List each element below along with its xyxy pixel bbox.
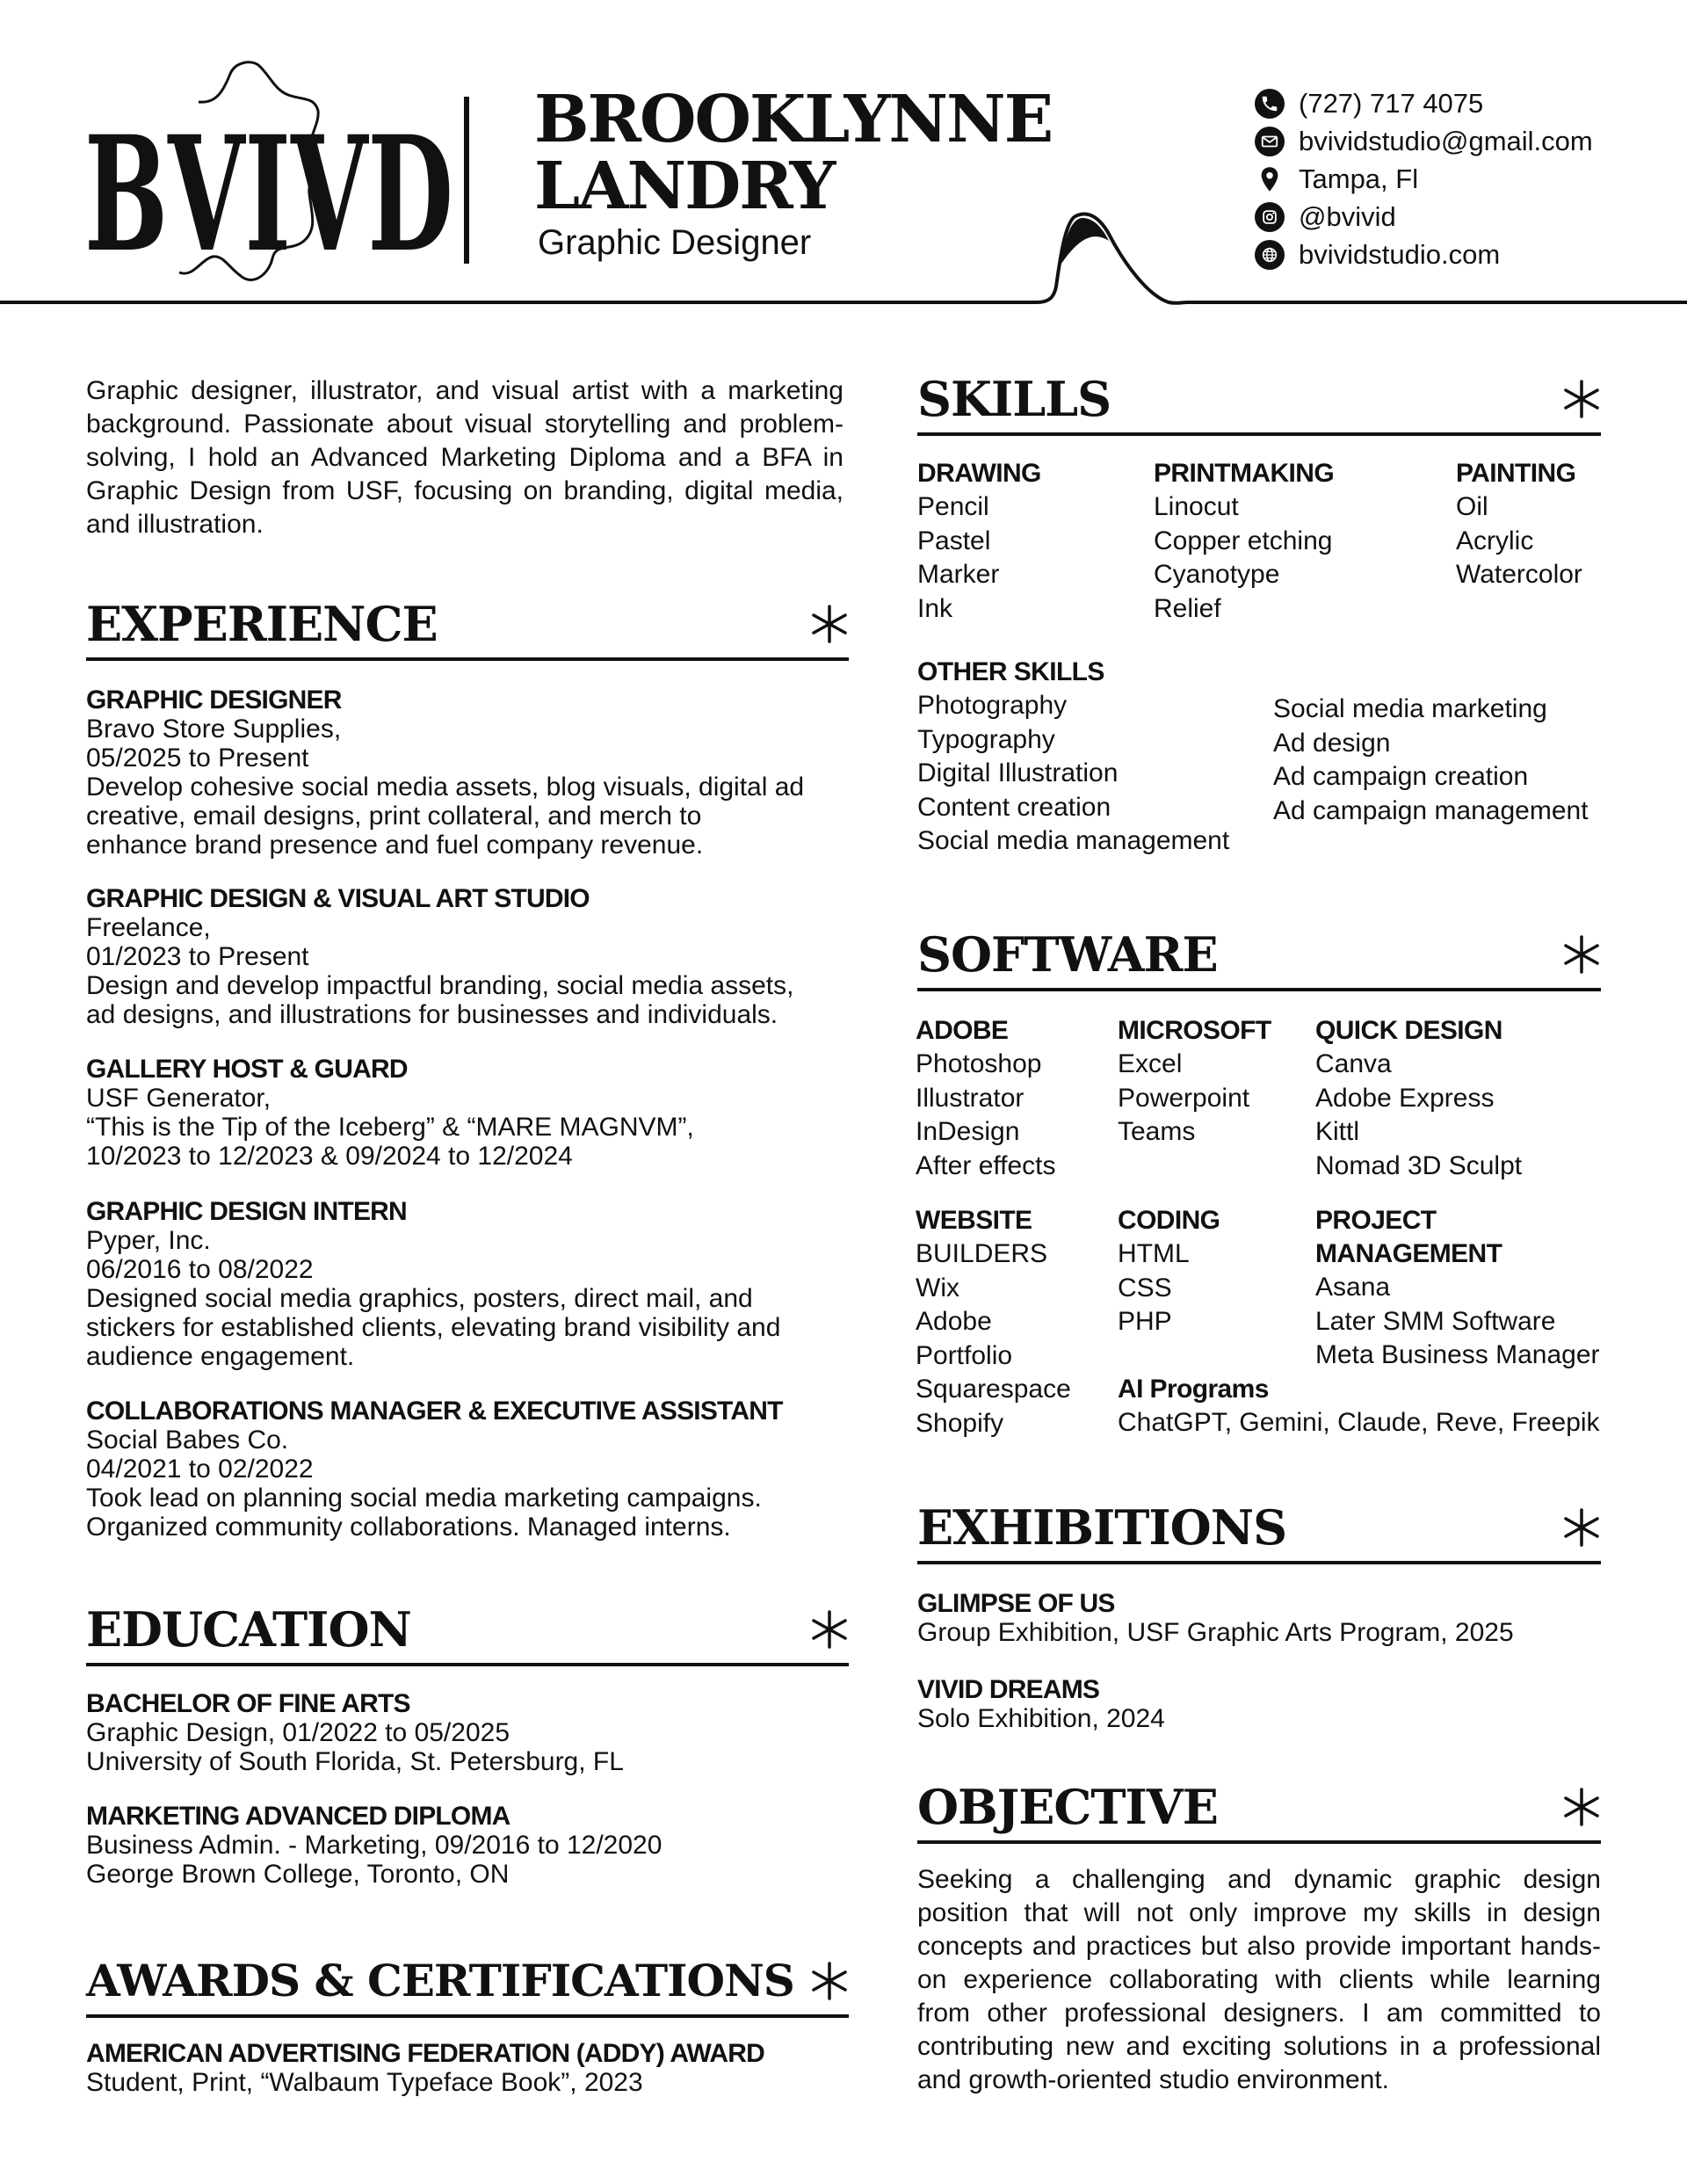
asterisk-icon — [810, 1608, 849, 1651]
entry-title: GLIMPSE OF US — [917, 1589, 1115, 1618]
job-title: Graphic Designer — [538, 223, 812, 262]
column-heading: AI Programs — [1118, 1375, 1269, 1404]
list-item: Meta Business Manager — [1315, 1340, 1600, 1369]
list-item: PHP — [1118, 1307, 1172, 1336]
entry-line: Develop cohesive social media assets, blog visuals, digital ad — [86, 773, 805, 802]
list-item: Nomad 3D Sculpt — [1315, 1150, 1523, 1180]
asterisk-icon — [1562, 1506, 1601, 1549]
instagram-text: @bvivid — [1299, 201, 1396, 232]
experience-item — [86, 686, 859, 860]
contact-website[interactable] — [1255, 237, 1500, 272]
entry-line: USF Generator, — [86, 1084, 272, 1113]
software-header — [917, 921, 1601, 991]
entry-line: Graphic Design, 01/2022 to 05/2025 — [86, 1718, 510, 1747]
entry-line: Group Exhibition, USF Graphic Arts Program, 2025 — [917, 1618, 1514, 1647]
list-item: Portfolio — [916, 1340, 1013, 1370]
phone-text: (727) 717 4075 — [1299, 88, 1484, 119]
list-item: Social media marketing — [1273, 694, 1547, 723]
list-item: Photography — [917, 691, 1068, 720]
education-item — [86, 1689, 859, 1776]
entry-line: Business Admin. - Marketing, 09/2016 to 12/2020 — [86, 1831, 662, 1860]
list-item: Social media management — [917, 826, 1230, 855]
experience-item — [86, 1197, 859, 1371]
list-item: Watercolor — [1456, 560, 1582, 589]
phone-icon — [1255, 89, 1285, 119]
entry-line: ad designs, and illustrations for businesses and individuals. — [86, 1000, 778, 1029]
entry-line: Social Babes Co. — [86, 1426, 289, 1455]
location-text: Tampa, Fl — [1299, 163, 1419, 194]
list-item: Squarespace — [916, 1375, 1071, 1404]
objective-title: OBJECTIVE — [917, 1779, 1218, 1835]
list-item: Kittl — [1315, 1117, 1360, 1146]
list-item: Relief — [1154, 593, 1221, 623]
list-item: Teams — [1118, 1117, 1196, 1146]
column-heading: MANAGEMENT — [1315, 1239, 1502, 1268]
asterisk-icon — [1562, 378, 1601, 420]
list-item: Photoshop — [916, 1049, 1042, 1078]
list-item: Oil — [1456, 492, 1488, 521]
software-coding — [1118, 1204, 1220, 1339]
entry-line: 10/2023 to 12/2023 & 09/2024 to 12/2024 — [86, 1142, 573, 1171]
objective-header — [917, 1774, 1601, 1844]
software-microsoft — [1118, 1014, 1271, 1150]
name-last: LANDRY — [534, 149, 835, 224]
list-item: Linocut — [1154, 492, 1239, 521]
entry-title: BACHELOR OF FINE ARTS — [86, 1689, 410, 1718]
column-heading: WEBSITE — [916, 1206, 1032, 1235]
entry-line: stickers for established clients, elevating brand visibility and — [86, 1313, 781, 1342]
list-item: Ink — [917, 593, 953, 623]
list-item: Digital Illustration — [917, 758, 1119, 787]
asterisk-icon — [1562, 1786, 1601, 1828]
exhibitions-header — [917, 1494, 1601, 1564]
list-item: Ad campaign management — [1273, 795, 1589, 825]
list-item: Copper etching — [1154, 526, 1333, 555]
skills-drawing — [917, 457, 1041, 626]
exhibition-item — [917, 1589, 1601, 1647]
software-quick-design — [1315, 1014, 1522, 1183]
list-item: InDesign — [916, 1117, 1020, 1146]
list-item: Acrylic — [1456, 526, 1534, 555]
entry-line: 04/2021 to 02/2022 — [86, 1455, 314, 1484]
education-header — [86, 1596, 849, 1666]
skills-header — [917, 366, 1601, 436]
education-item — [86, 1802, 859, 1889]
name-first: BROOKLYNNE — [534, 82, 1053, 157]
asterisk-icon — [1562, 933, 1601, 976]
list-item: ChatGPT, Gemini, Claude, Reve, Freepik — [1118, 1408, 1600, 1437]
list-item: Wix — [916, 1273, 959, 1302]
entry-line: “This is the Tip of the Iceberg” & “MARE MAGNVM”, — [86, 1113, 694, 1142]
entry-line: 06/2016 to 08/2022 — [86, 1255, 314, 1284]
asterisk-icon — [810, 603, 849, 645]
list-item: Excel — [1118, 1049, 1183, 1078]
entry-line: Student, Print, “Walbaum Typeface Book”, 2023 — [86, 2068, 643, 2097]
entry-line: Freelance, — [86, 913, 211, 942]
list-item: Powerpoint — [1118, 1083, 1250, 1113]
summary-paragraph: Graphic designer, illustrator, and visual artist with a marketing background. Passionate about visual storytelling and problem-solving, I hold an Advanced Marketing Diploma and a BFA in Graphic Design from USF, focusing on branding, digital media, and illustration. — [86, 376, 844, 539]
column-heading: PRINTMAKING — [1154, 459, 1335, 488]
website-text: bvividstudio.com — [1299, 239, 1501, 270]
instagram-icon — [1255, 202, 1285, 232]
list-item: Cyanotype — [1154, 560, 1280, 589]
contact-phone[interactable] — [1255, 86, 1483, 121]
skills-other-right — [1273, 693, 1589, 828]
software-project-management — [1315, 1204, 1600, 1373]
entry-title: VIVID DREAMS — [917, 1675, 1100, 1704]
skills-printmaking — [1154, 457, 1334, 626]
entry-line: Designed social media graphics, posters, direct mail, and — [86, 1284, 753, 1313]
asterisk-icon — [810, 1960, 849, 2002]
education-title: EDUCATION — [86, 1601, 411, 1658]
entry-title: GALLERY HOST & GUARD — [86, 1055, 408, 1084]
experience-item — [86, 884, 859, 1029]
list-item: Marker — [917, 560, 1000, 589]
entry-title: GRAPHIC DESIGN INTERN — [86, 1197, 407, 1226]
entry-line: audience engagement. — [86, 1342, 355, 1371]
list-item: Pastel — [917, 526, 991, 555]
column-heading: QUICK DESIGN — [1315, 1016, 1502, 1045]
list-item: Adobe — [916, 1307, 992, 1336]
list-item: Typography — [917, 724, 1055, 754]
entry-line: Bravo Store Supplies, — [86, 715, 342, 744]
experience-header — [86, 591, 849, 661]
contact-location — [1255, 162, 1418, 197]
list-item: Ad campaign creation — [1273, 762, 1529, 791]
entry-line: enhance brand presence and fuel company revenue. — [86, 831, 704, 860]
awards-title: AWARDS & CERTIFICATIONS — [86, 1955, 794, 2006]
list-item: After effects — [916, 1150, 1056, 1180]
entry-title: MARKETING ADVANCED DIPLOMA — [86, 1802, 510, 1831]
column-heading: PROJECT — [1315, 1206, 1437, 1235]
entry-line: 01/2023 to Present — [86, 942, 309, 971]
software-website — [916, 1204, 1071, 1440]
software-adobe — [916, 1014, 1056, 1183]
experience-item — [86, 1397, 859, 1542]
list-item: Adobe Express — [1315, 1083, 1495, 1113]
experience-title: EXPERIENCE — [86, 596, 438, 652]
entry-title: GRAPHIC DESIGN & VISUAL ART STUDIO — [86, 884, 590, 913]
column-heading: DRAWING — [917, 459, 1041, 488]
column-heading: ADOBE — [916, 1016, 1009, 1045]
entry-line: Took lead on planning social media marketing campaigns. — [86, 1484, 762, 1513]
contact-email[interactable] — [1255, 124, 1593, 159]
exhibitions-title: EXHIBITIONS — [917, 1499, 1287, 1556]
entry-line: Pyper, Inc. — [86, 1226, 211, 1255]
brand-logo — [84, 56, 471, 294]
objective-paragraph: Seeking a challenging and dynamic graphic design position that will not only improve my skills in design concepts and practices but also provide important hands-on experience collaborating with clients while learning from other professional designers. I am committed to contributing new and exciting solutions in a professional and growth-oriented studio environment. — [917, 1865, 1601, 2094]
globe-icon — [1255, 240, 1285, 270]
column-heading: PAINTING — [1456, 459, 1576, 488]
experience-item — [86, 1055, 859, 1171]
award-item — [86, 2039, 859, 2097]
entry-line: University of South Florida, St. Petersburg, FL — [86, 1747, 624, 1776]
full-name — [534, 82, 1053, 224]
entry-line: Organized community collaborations. Managed interns. — [86, 1513, 731, 1542]
skills-other-left — [917, 656, 1229, 859]
contact-instagram[interactable] — [1255, 200, 1396, 235]
entry-title: GRAPHIC DESIGNER — [86, 686, 342, 715]
skills-title: SKILLS — [917, 371, 1111, 427]
list-item: BUILDERS — [916, 1239, 1048, 1268]
list-item: Asana — [1315, 1273, 1391, 1302]
entry-line: Solo Exhibition, 2024 — [917, 1704, 1165, 1733]
list-item: Shopify — [916, 1408, 1004, 1438]
entry-line: creative, email designs, print collateral, and merch to — [86, 802, 702, 831]
list-item: Content creation — [917, 792, 1111, 822]
entry-line: George Brown College, Toronto, ON — [86, 1860, 510, 1889]
mail-icon — [1255, 127, 1285, 156]
list-item: Later SMM Software — [1315, 1306, 1556, 1336]
awards-header — [86, 1948, 849, 2018]
skills-painting — [1456, 457, 1582, 592]
column-heading: CODING — [1118, 1206, 1220, 1235]
list-item: Pencil — [917, 492, 989, 521]
location-icon — [1255, 164, 1285, 194]
list-item: HTML — [1118, 1239, 1190, 1268]
column-heading: MICROSOFT — [1118, 1016, 1271, 1045]
software-ai-programs — [1118, 1373, 1600, 1440]
list-item: Ad design — [1273, 728, 1391, 758]
column-heading: OTHER SKILLS — [917, 657, 1104, 686]
list-item: Illustrator — [916, 1083, 1025, 1113]
email-text: bvividstudio@gmail.com — [1299, 126, 1593, 156]
svg-text:BVIVD: BVIVD — [84, 102, 453, 287]
software-title: SOFTWARE — [917, 926, 1218, 983]
exhibition-item — [917, 1675, 1601, 1733]
entry-line: 05/2025 to Present — [86, 744, 309, 773]
list-item: Canva — [1315, 1049, 1392, 1078]
entry-title: COLLABORATIONS MANAGER & EXECUTIVE ASSISTANT — [86, 1397, 783, 1426]
list-item: CSS — [1118, 1273, 1172, 1302]
entry-title: AMERICAN ADVERTISING FEDERATION (ADDY) AWARD — [86, 2039, 765, 2068]
entry-line: Design and develop impactful branding, social media assets, — [86, 971, 794, 1000]
